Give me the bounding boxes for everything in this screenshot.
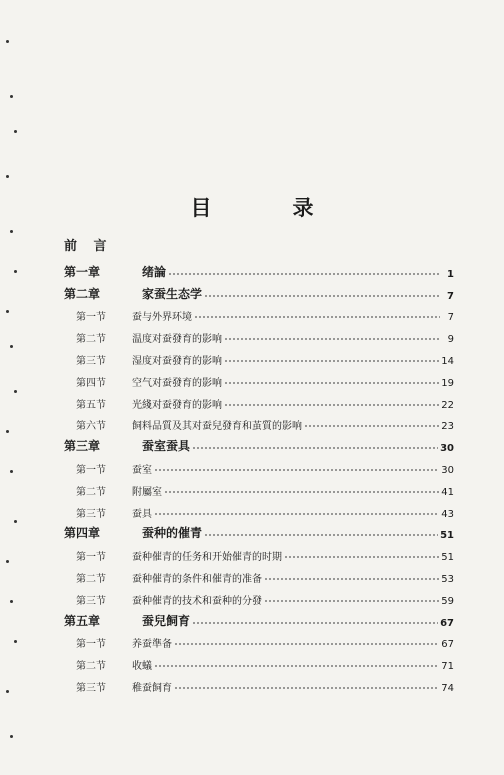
- toc-page-number: 67: [440, 617, 454, 629]
- scan-speck: [6, 40, 9, 43]
- toc-entry-number: 第四节: [76, 377, 106, 389]
- toc-page-number: 53: [441, 573, 454, 585]
- toc-section-entry[interactable]: [64, 454, 454, 476]
- dot-leader: [204, 295, 440, 297]
- toc-section-entry[interactable]: [64, 629, 454, 651]
- toc-entry-number: 第二节: [76, 573, 106, 585]
- dot-leader: [154, 665, 439, 667]
- toc-page-number: 19: [441, 377, 454, 389]
- toc-section-entry[interactable]: [64, 476, 454, 498]
- dot-leader: [284, 556, 439, 558]
- toc-title: 目 录: [190, 195, 344, 220]
- scan-speck: [14, 520, 17, 523]
- scan-speck: [6, 430, 9, 433]
- scan-speck: [10, 470, 13, 473]
- toc-entry-label: 收蟻: [132, 661, 152, 673]
- toc-entry-number: 第二节: [76, 661, 106, 673]
- dot-leader: [192, 622, 438, 624]
- toc-page-number: 74: [441, 682, 454, 694]
- toc-entry-number: 第五章: [64, 613, 101, 628]
- toc-entry-number: 第四章: [64, 526, 101, 541]
- toc-entry-label: 蚕种催青的任务和开始催青的时期: [132, 552, 282, 564]
- toc-entries: [64, 258, 454, 694]
- toc-page-number: 22: [441, 399, 454, 411]
- table-of-contents: [64, 236, 454, 694]
- toc-entry-number: 第三节: [76, 682, 106, 694]
- toc-entry-number: 第一节: [76, 552, 106, 564]
- toc-section-entry[interactable]: [64, 345, 454, 367]
- scan-speck: [14, 390, 17, 393]
- scan-speck: [6, 690, 9, 693]
- toc-section-entry[interactable]: [64, 323, 454, 345]
- toc-entry-number: 第一节: [76, 464, 106, 476]
- toc-entry-label: 蚕室蚕具: [142, 439, 191, 454]
- toc-page-number: 51: [440, 530, 454, 542]
- toc-section-entry[interactable]: [64, 367, 454, 389]
- toc-entry-number: 第五节: [76, 399, 106, 411]
- dot-leader: [194, 316, 440, 318]
- toc-page-number: 67: [441, 639, 454, 651]
- dot-leader: [168, 273, 440, 275]
- toc-section-entry[interactable]: [64, 411, 454, 433]
- toc-section-entry[interactable]: [64, 672, 454, 694]
- toc-section-entry[interactable]: [64, 563, 454, 585]
- dot-leader: [224, 360, 439, 362]
- dot-leader: [154, 513, 439, 515]
- toc-entry-number: 第六节: [76, 421, 106, 433]
- toc-entry-number: 第二节: [76, 486, 106, 498]
- scan-speck: [6, 310, 9, 313]
- toc-entry-label: 蚕具: [132, 508, 152, 520]
- toc-entry-number: 第三节: [76, 355, 106, 367]
- toc-section-entry[interactable]: [64, 541, 454, 563]
- toc-section-entry[interactable]: [64, 302, 454, 324]
- scan-speck: [10, 345, 13, 348]
- toc-section-entry[interactable]: [64, 389, 454, 411]
- toc-chapter-entry[interactable]: [64, 280, 454, 302]
- scan-speck: [10, 95, 13, 98]
- toc-entry-label: 家蚕生态学: [142, 286, 203, 301]
- toc-page-number: 59: [441, 595, 454, 607]
- dot-leader: [224, 338, 440, 340]
- dot-leader: [264, 578, 439, 580]
- dot-leader: [174, 687, 439, 689]
- toc-entry-number: 第一节: [76, 312, 106, 324]
- toc-page-number: 9: [447, 334, 454, 346]
- scan-speck: [14, 130, 17, 133]
- scan-speck: [10, 735, 13, 738]
- scan-speck: [10, 600, 13, 603]
- preface-entry[interactable]: 前 言: [64, 239, 113, 254]
- toc-entry-label: 空气对蚕發育的影响: [132, 377, 222, 389]
- dot-leader: [174, 643, 439, 645]
- toc-entry-label: 附屬室: [132, 486, 162, 498]
- dot-leader: [224, 382, 439, 384]
- toc-entry-number: 第一节: [76, 639, 106, 651]
- scan-speck: [6, 560, 9, 563]
- scan-speck: [6, 175, 9, 178]
- toc-entry-label: 蚕室: [132, 464, 152, 476]
- toc-chapter-entry[interactable]: [64, 520, 454, 542]
- dot-leader: [204, 534, 438, 536]
- dot-leader: [304, 425, 439, 427]
- toc-page-number: 30: [440, 443, 454, 455]
- toc-chapter-entry[interactable]: [64, 432, 454, 454]
- dot-leader: [164, 491, 439, 493]
- toc-page-number: 7: [447, 312, 454, 324]
- dot-leader: [264, 600, 439, 602]
- toc-entry-number: 第三章: [64, 439, 101, 454]
- toc-entry-label: 蚕与外界环境: [132, 312, 192, 324]
- toc-page-number: 1: [447, 268, 454, 280]
- toc-entry-label: 蚕兒飼育: [142, 613, 191, 628]
- toc-entry-number: 第一章: [64, 264, 101, 279]
- dot-leader: [192, 447, 438, 449]
- toc-section-entry[interactable]: [64, 650, 454, 672]
- dot-leader: [224, 404, 439, 406]
- toc-entry-label: 光綫对蚕發育的影响: [132, 399, 222, 411]
- toc-entry-label: 湿度对蚕發育的影响: [132, 355, 222, 367]
- toc-entry-label: 养蚕準备: [132, 639, 172, 651]
- toc-page-number: 43: [441, 508, 454, 520]
- scan-speck: [10, 230, 13, 233]
- toc-page-number: 41: [441, 486, 454, 498]
- scan-speck: [14, 270, 17, 273]
- toc-section-entry[interactable]: [64, 498, 454, 520]
- toc-entry-label: 蚕种的催青: [142, 526, 203, 541]
- toc-entry-number: 第三节: [76, 595, 106, 607]
- toc-section-entry[interactable]: [64, 585, 454, 607]
- toc-entry-number: 第二节: [76, 334, 106, 346]
- toc-entry-label: 稚蚕飼育: [132, 682, 172, 694]
- toc-entry-number: 第三节: [76, 508, 106, 520]
- toc-entry-label: 蚕种催青的条件和催青的准备: [132, 573, 262, 585]
- toc-page-number: 14: [441, 355, 454, 367]
- toc-chapter-entry[interactable]: [64, 258, 454, 280]
- toc-entry-label: 蚕种催青的技术和蚕种的分發: [132, 595, 262, 607]
- toc-entry-number: 第二章: [64, 286, 101, 301]
- toc-page-number: 71: [441, 661, 454, 673]
- toc-page-number: 23: [441, 421, 454, 433]
- toc-page-number: 30: [441, 464, 454, 476]
- scan-speck: [14, 640, 17, 643]
- toc-page-number: 51: [441, 552, 454, 564]
- toc-chapter-entry[interactable]: [64, 607, 454, 629]
- toc-entry-label: 绪論: [142, 264, 167, 279]
- dot-leader: [154, 469, 439, 471]
- toc-entry-label: 飼料品質及其对蚕兒發育和茧質的影响: [132, 421, 302, 433]
- toc-page-number: 7: [447, 290, 454, 302]
- toc-entry-label: 温度对蚕發育的影响: [132, 334, 222, 346]
